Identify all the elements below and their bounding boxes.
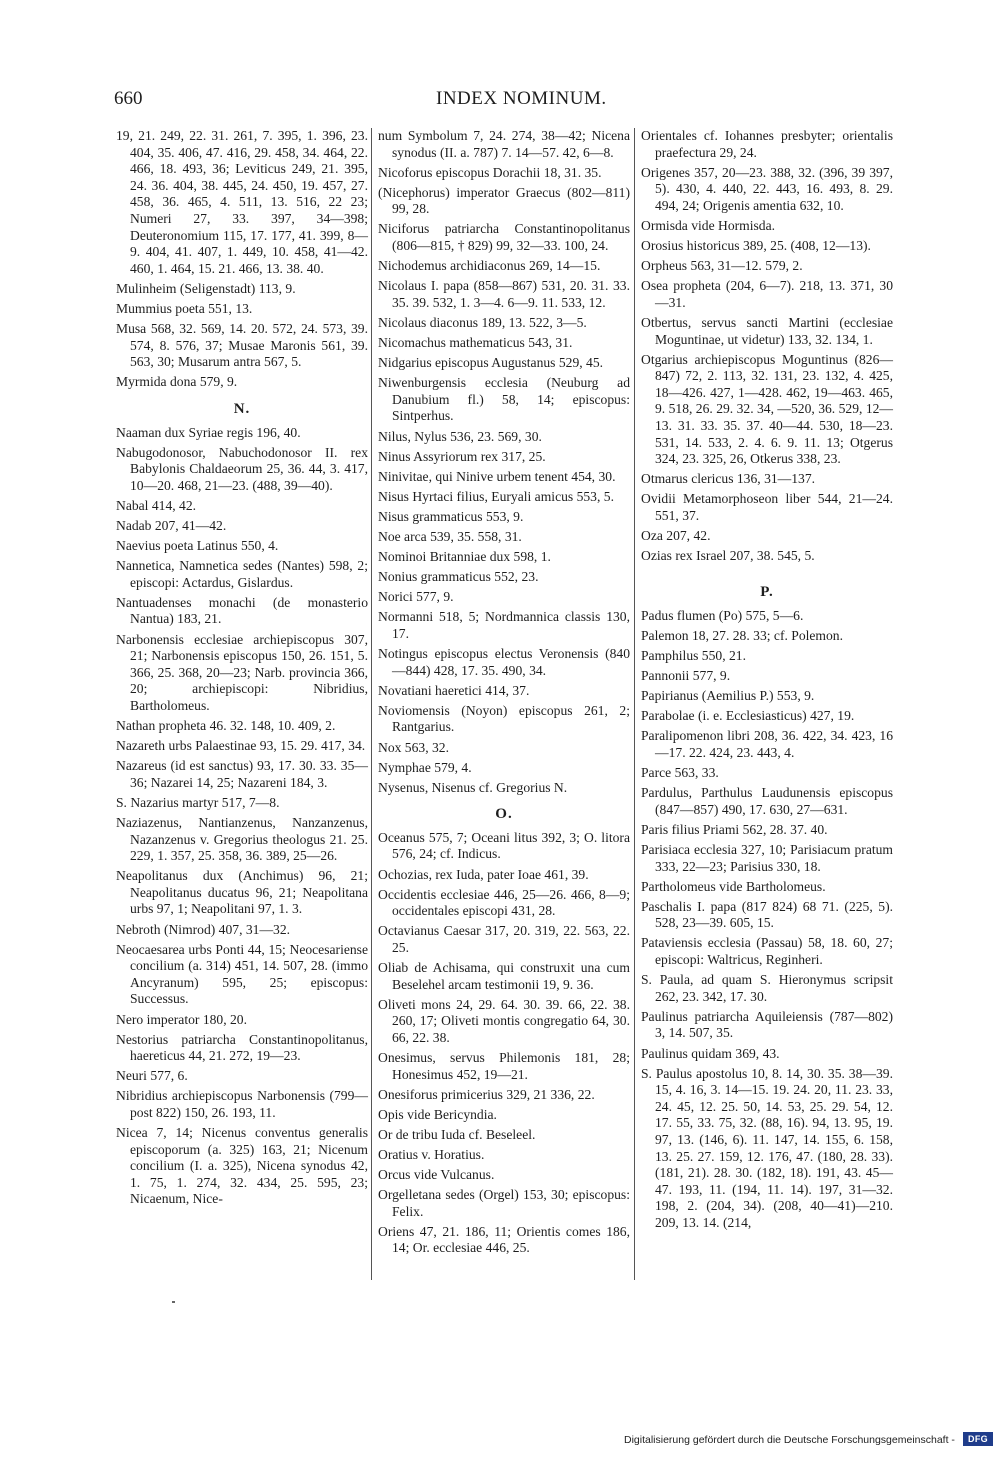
index-entry: Orgelletana sedes (Orgel) 153, 30; episcopus: Felix. [378, 1187, 630, 1219]
index-entry: Orcus vide Vulcanus. [378, 1167, 495, 1183]
index-entry: Nantuadenses monachi (de monasterio Nantua) 183, 21. [116, 594, 368, 627]
index-entry: Ochozias, rex Iuda, pater Ioae 461, 39. [378, 866, 589, 882]
index-entry: Pannonii 577, 9. [641, 668, 731, 684]
index-entry: Nero imperator 180, 20. [116, 1011, 247, 1027]
running-title: INDEX NOMINUM. [436, 88, 607, 109]
index-entry: Nichodemus archidiaconus 269, 14—15. [378, 258, 601, 274]
index-entry: Origenes 357, 20—23. 388, 32. (396, 39 397, 5). 430, 4. 440, 22. 443, 16. 493, 8. 29. 494, 24; Origenis amentia 632, 10. [641, 164, 893, 213]
dfg-logo: DFG [963, 1432, 993, 1446]
index-entry: Or de tribu Iuda cf. Beseleel. [378, 1126, 536, 1142]
index-entry: Norici 577, 9. [378, 589, 454, 605]
stray-mark [172, 1301, 175, 1303]
index-entry: Pardulus, Parthulus Laudunensis episcopus (847—857) 490, 17. 630, 27—631. [641, 785, 893, 817]
index-entry: num Symbolum 7, 24. 274, 38—42; Nicena synodus (II. a. 787) 7. 14—57. 42, 6—8. [378, 128, 630, 160]
index-entry: Padus flumen (Po) 575, 5—6. [641, 607, 804, 623]
index-entry: Nebroth (Nimrod) 407, 31—32. [116, 921, 291, 937]
index-entry: Oza 207, 42. [641, 528, 711, 544]
index-entry: Otmarus clericus 136, 31—137. [641, 471, 816, 487]
index-entry: Paulinus patriarcha Aquileiensis (787—802) 3, 14. 507, 35. [641, 1008, 893, 1041]
index-entry: Parabolae (i. e. Ecclesiasticus) 427, 19. [641, 708, 855, 724]
index-column-1 [116, 128, 368, 1212]
index-entry: Palemon 18, 27. 28. 33; cf. Polemon. [641, 627, 844, 643]
index-entry: 19, 21. 249, 22. 31. 261, 7. 395, 1. 396, 23. 404, 35. 406, 47. 416, 29. 458, 34. 464, 22. 466, 18. 493, 36; Leviticus 249, 21. 395, 24. 36. 404, 38. 445, 24. 450, 19. 457, 27. 458, 36. 465, 4. 511, 13. 516, 22 23; Numeri 27, 33. 397, 34—398; Deuteronomium 115, 17. 177, 41. 399, 8—9. 404, 41. 407, 1. 449, 10. 458, 41—42. 460, 1. 464, 15. 21. 466, 13. 38. 40. [116, 128, 368, 276]
index-entry: Neapolitanus dux (Anchimus) 96, 21; Neapolitanus ducatus 96, 21; Neapolitana urbs 97, 1; Neapolitani 97, 1. 3. [116, 868, 368, 917]
index-entry: Orientales cf. Iohannes presbyter; orientalis praefectura 29, 24. [641, 128, 893, 160]
index-entry: Naaman dux Syriae regis 196, 40. [116, 424, 301, 440]
index-entry: Ninus Assyriorum rex 317, 25. [378, 448, 546, 464]
index-entry: Pamphilus 550, 21. [641, 648, 746, 664]
index-entry: S. Paulus apostolus 10, 8. 14, 30. 35. 38—39. 15, 4. 16, 3. 14—15. 19. 24. 20, 11. 23. 33, 24. 45, 12. 25. 50, 14. 53, 25. 29. 54, 12. 17. 55, 33. 75, 32. (88, 16). 94, 13. 95, 19. 97, 13. (146, 6). 11. 147, 14. 155, 6. 158, 13. 25. 27. 159, 12. 176, 47. (180, 28. 33). (181, 21). 28. 30. (182, 18). 191, 43. 45—47. 193, 11. (194, 11. 14). 197, 31—32. 198, 2. (204, 34). (208, 40—41)—210. 209, 13. 14. (214, [641, 1065, 893, 1230]
index-entry: Orosius historicus 389, 25. (408, 12—13). [641, 238, 871, 254]
index-column-3 [641, 128, 893, 1235]
page-number: 660 [114, 88, 143, 109]
index-entry: Oceanus 575, 7; Oceani litus 392, 3; O. litora 576, 24; cf. Indicus. [378, 829, 630, 862]
index-entry: Niciforus patriarcha Constantinopolitanus (806—815, † 829) 99, 32—33. 100, 24. [378, 221, 630, 254]
index-entry: Nysenus, Nisenus cf. Gregorius N. [378, 779, 568, 795]
index-entry: Novatiani haeretici 414, 37. [378, 682, 530, 698]
index-entry: Normanni 518, 5; Nordmannica classis 130, 17. [378, 609, 630, 641]
index-entry: Otgarius archiepiscopus Moguntinus (826—847) 72, 2. 113, 32. 131, 23. 132, 4. 425, 18—426. 427, 1—428. 462, 19—463. 465, 9. 518, 26. 29. 32. 34, —520, 36. 529, 12—13. 31. 33. 35. 37. 40—44. 530, 18—23. 531, 14. 533, 2. 4. 6. 9. 11. 13; Otgerus 324, 23. 325, 26, Otkerus 338, 23. [641, 351, 893, 467]
index-entry: Ovidii Metamorphoseon liber 544, 21—24. 551, 37. [641, 491, 893, 523]
index-entry: Mummius poeta 551, 13. [116, 300, 253, 316]
index-entry: Partholomeus vide Bartholomeus. [641, 878, 826, 894]
index-entry: Osea propheta (204, 6—7). 218, 13. 371, 30—31. [641, 278, 893, 310]
section-letter: P. [760, 584, 774, 601]
index-entry: Occidentis ecclesiae 446, 25—26. 466, 8—9; occidentales episcopi 431, 28. [378, 886, 630, 919]
index-entry: Otbertus, servus sancti Martini (ecclesiae Moguntinae, ut videtur) 133, 32. 134, 1. [641, 314, 893, 347]
index-entry: Nicoforus episcopus Dorachii 18, 31. 35. [378, 164, 602, 180]
index-entry: Paralipomenon libri 208, 36. 422, 34. 423, 16—17. 22. 424, 23. 443, 4. [641, 728, 893, 760]
index-column-2 [378, 128, 630, 1261]
index-entry: Nisus grammaticus 553, 9. [378, 508, 524, 524]
index-entry: Paschalis I. papa (817 824) 68 71. (225, 5). 528, 23—39. 605, 15. [641, 898, 893, 931]
index-entry: Nicea 7, 14; Nicenus conventus generalis episcoporum (a. 325) 163, 21; Nicenum concilium (I. a. 325), Nicena synodus 42, 1. 75, 1. 274, 32. 434, 25. 595, 23; Nicaenum, Nice- [116, 1125, 368, 1207]
index-entry: Notingus episcopus electus Veronensis (840—844) 428, 17. 35. 490, 34. [378, 646, 630, 678]
index-entry: Neocaesarea urbs Ponti 44, 15; Neocesariense concilium (a. 314) 451, 14. 507, 28. (immo Ancyranum) 595, 25; episcopus: Successus. [116, 941, 368, 1007]
index-entry: Noe arca 539, 35. 558, 31. [378, 528, 522, 544]
index-entry: Oliab de Achisama, qui construxit una cum Beselehel arcam testimonii 19, 9. 36. [378, 960, 630, 992]
index-entry: Nonius grammaticus 552, 23. [378, 569, 539, 585]
index-entry: Nilus, Nylus 536, 23. 569, 30. [378, 428, 542, 444]
index-entry: Onesimus, servus Philemonis 181, 28; Honesimus 452, 19—21. [378, 1050, 630, 1082]
column-divider [634, 128, 635, 1280]
index-entry: Mulinheim (Seligenstadt) 113, 9. [116, 280, 296, 296]
index-entry: Paulinus quidam 369, 43. [641, 1045, 780, 1061]
footer-credit: Digitalisierung gefördert durch die Deutsche Forschungsgemeinschaft - [624, 1434, 955, 1446]
index-entry: Nox 563, 32. [378, 739, 449, 755]
index-entry: Nabal 414, 42. [116, 497, 197, 513]
index-entry: Nathan propheta 46. 32. 148, 10. 409, 2. [116, 718, 336, 733]
index-entry: Narbonensis ecclesiae archiepiscopus 307, 21; Narbonensis episcopus 150, 26. 151, 5. 366, 25. 368, 20—23; Narb. provincia 366, 20; archiepiscopi: Nibridius, Bartholomeus. [116, 631, 368, 713]
index-entry: Papirianus (Aemilius P.) 553, 9. [641, 688, 815, 704]
index-entry: S. Nazarius martyr 517, 7—8. [116, 794, 280, 810]
index-entry: Noviomensis (Noyon) episcopus 261, 2; Rantgarius. [378, 702, 630, 735]
index-entry: Nazareus (id est sanctus) 93, 17. 30. 33. 35—36; Nazarei 14, 25; Nazareni 184, 3. [116, 758, 368, 790]
index-entry: Opis vide Bericyndia. [378, 1106, 497, 1122]
index-entry: Nicolaus diaconus 189, 13. 522, 3—5. [378, 314, 587, 330]
index-entry: Nominoi Britanniae dux 598, 1. [378, 549, 551, 565]
index-entry: Pataviensis ecclesia (Passau) 58, 18. 60, 27; episcopi: Waltricus, Reginheri. [641, 935, 893, 968]
index-entry: Nymphae 579, 4. [378, 759, 472, 775]
index-entry: Oriens 47, 21. 186, 11; Orientis comes 186, 14; Or. ecclesiae 446, 25. [378, 1223, 630, 1256]
index-entry: Nisus Hyrtaci filius, Euryali amicus 553, 5. [378, 488, 614, 504]
index-entry: Nidgarius episcopus Augustanus 529, 45. [378, 355, 604, 371]
index-entry: Ormisda vide Hormisda. [641, 217, 776, 233]
index-entry: Nicomachus mathematicus 543, 31. [378, 335, 573, 351]
index-entry: Onesiforus primicerius 329, 21 336, 22. [378, 1086, 595, 1102]
index-entry: Parce 563, 33. [641, 765, 719, 781]
index-entry: Orpheus 563, 31—12. 579, 2. [641, 258, 803, 274]
index-entry: Nibridius archiepiscopus Narbonensis (799—post 822) 150, 26. 193, 11. [116, 1088, 368, 1120]
index-entry: (Nicephorus) imperator Graecus (802—811) 99, 28. [378, 184, 630, 217]
index-entry: Octavianus Caesar 317, 20. 319, 22. 563, 22. 25. [378, 923, 630, 955]
index-entry: Naevius poeta Latinus 550, 4. [116, 538, 279, 554]
section-letter: O. [495, 806, 513, 823]
index-entry: Ozias rex Israel 207, 38. 545, 5. [641, 548, 815, 564]
section-spacer [641, 568, 893, 574]
index-entry: Musa 568, 32. 569, 14. 20. 572, 24. 573, 39. 574, 8. 576, 37; Musae Maronis 561, 39. 563, 30; Musarum antra 567, 5. [116, 321, 368, 370]
index-entry: Niwenburgensis ecclesia (Neuburg ad Danubium fl.) 58, 14; episcopus: Sintperhus. [378, 375, 630, 424]
column-divider [371, 128, 372, 1280]
index-entry: Paris filius Priami 562, 28. 37. 40. [641, 821, 828, 837]
index-entry: Nabugodonosor, Nabuchodonosor II. rex Babylonis Chaldaeorum 25, 36. 44, 3. 417, 10—20. 468, 21—23. (488, 39—40). [116, 444, 368, 493]
index-entry: Nazareth urbs Palaestinae 93, 15. 29. 417, 34. [116, 738, 366, 754]
index-entry: Parisiaca ecclesia 327, 10; Parisiacum pratum 333, 22—23; Parisius 330, 18. [641, 841, 893, 874]
index-entry: Nicolaus I. papa (858—867) 531, 20. 31. 33. 35. 39. 532, 1. 3—4. 6—9. 11. 533, 12. [378, 278, 630, 310]
index-entry: Neuri 577, 6. [116, 1068, 188, 1084]
index-entry: Nadab 207, 41—42. [116, 517, 227, 533]
index-entry: Oratius v. Horatius. [378, 1146, 485, 1162]
section-letter: N. [233, 400, 251, 417]
index-entry: Myrmida dona 579, 9. [116, 374, 238, 390]
index-entry: Nannetica, Namnetica sedes (Nantes) 598, 2; episcopi: Actardus, Gislardus. [116, 558, 368, 590]
index-entry: Ninivitae, qui Ninive urbem tenent 454, 30. [378, 468, 616, 484]
index-entry: Naziazenus, Nantianzenus, Nanzanzenus, Nazanzenus v. Gregorius theologus 21. 25. 229, 1. 357, 25. 358, 36. 389, 25—26. [116, 814, 368, 864]
index-entry: Oliveti mons 24, 29. 64. 30. 39. 66, 22. 38. 260, 17; Oliveti montis congregatio 64, 30. 66, 22. 38. [378, 996, 630, 1045]
index-entry: Nestorius patriarcha Constantinopolitanus, haereticus 44, 21. 272, 19—23. [116, 1031, 368, 1064]
index-entry: S. Paula, ad quam S. Hieronymus scripsit 262, 23. 342, 17. 30. [641, 972, 893, 1004]
